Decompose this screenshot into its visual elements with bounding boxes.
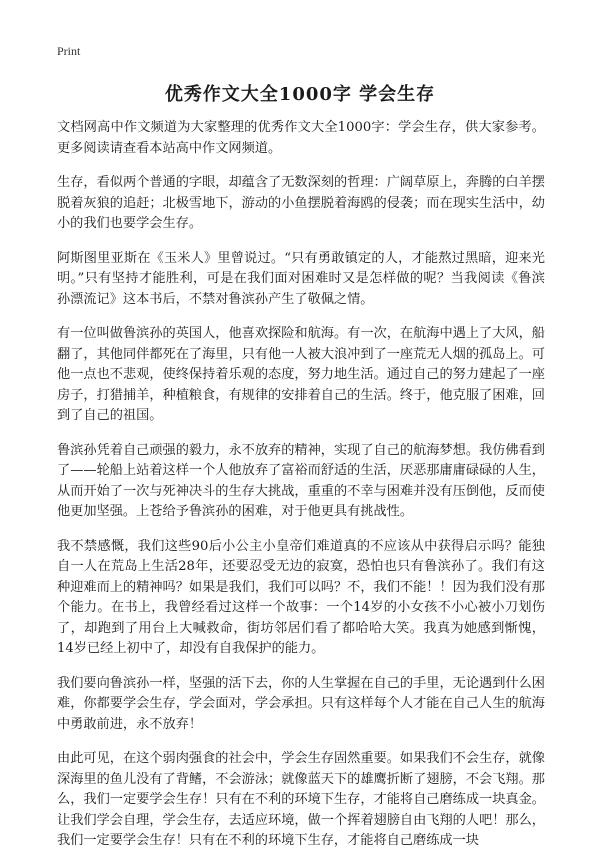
paragraph-intro: 文档网高中作文频道为大家整理的优秀作文大全1000字：学会生存，供大家参考。更多阅读请查看本站高中作文网频道。 [57, 120, 545, 156]
paragraph-3: 阿斯图里亚斯在《玉米人》里曾说过。“只有勇敢镇定的人，才能熬过黑暗，迎来光明。”只有坚持才能胜利，可是在我们面对困难时又是怎样做的呢？当我阅读《鲁滨孙漂流记》这本书后，不禁对鲁滨孙产生了敬佩之情。 [57, 250, 545, 307]
paragraph-7: 我们要向鲁滨孙一样，坚强的活下去，你的人生掌握在自己的手里，无论遇到什么困难，你都要学会生存，学会面对，学会承担。只有这样每个人才能在自己人生的航海中勇敢前进，永不放弃！ [57, 675, 545, 732]
page-title: 优秀作文大全1000字 学会生存 [164, 84, 436, 105]
paragraph-8: 由此可见，在这个弱肉强食的社会中，学会生存固然重要。如果我们不会生存，就像深海里的鱼儿没有了背鳍，不会游泳；就像蓝天下的雄鹰折断了翅膀，不会飞翔。那么，我们一定要学会生存！只有在不利的环境下生存，才能将自己磨练成一块真金。让我们学会自理，学会生存，去适应环境，做一个挥着翅膀自由飞翔的人吧！那么，我们一定要学会生存！只有在不利的环境下生存，才能将自己磨练成一块 [57, 751, 545, 848]
paragraph-4: 有一位叫做鲁滨孙的英国人，他喜欢探险和航海。有一次，在航海中遇上了大风，船翻了，其他同伴都死在了海里，只有他一人被大浪冲到了一座荒无人烟的孤岛上。可他一点也不悲观，使终保持着乐观的态度，努力地生活。通过自己的努力建起了一座房子，打猎捕羊，种植粮食，有规律的安排着自己的生活。终于，他克服了困难，回到了自己的祖国。 [57, 326, 545, 423]
paragraph-6: 我不禁感慨，我们这些90后小公主小皇帝们难道真的不应该从中获得启示吗？能独自一人在荒岛上生活28年，还要忍受无边的寂寞，恐怕也只有鲁滨孙了。我们有这种迎难而上的精神吗？如果是我们，我们可以吗？不，我们不能！！因为我们没有那个能力。在书上，我曾经看过这样一个故事：一个14岁的小女孩不小心被小刀划伤了，却跑到了用台上大喊救命，街坊邻居们看了都哈哈大笑。我真为她感到惭愧，14岁已经上初中了，却没有自我保护的能力。 [57, 538, 545, 656]
article-body [57, 118, 545, 866]
paragraph-5: 鲁滨孙凭着自己顽强的毅力，永不放弃的精神，实现了自己的航海梦想。我仿佛看到了——轮船上站着这样一个人他放弃了富裕而舒适的生活，厌恶那庸庸碌碌的人生，从而开始了一次与死神决斗的生存大挑战，重重的不幸与困难并没有压倒他，反而使他更加坚强。上苍给予鲁滨孙的困难，对于他更具有挑战性。 [57, 442, 545, 519]
paragraph-2: 生存，看似两个普通的字眼，却蕴含了无数深刻的哲理：广阔草原上，奔腾的白羊摆脱着灰狼的追赶；北极雪地下，游动的小鱼摆脱着海鸥的侵袭；而在现实生活中，幼小的我们也要学会生存。 [57, 175, 545, 231]
print-link[interactable]: Print [57, 44, 81, 58]
